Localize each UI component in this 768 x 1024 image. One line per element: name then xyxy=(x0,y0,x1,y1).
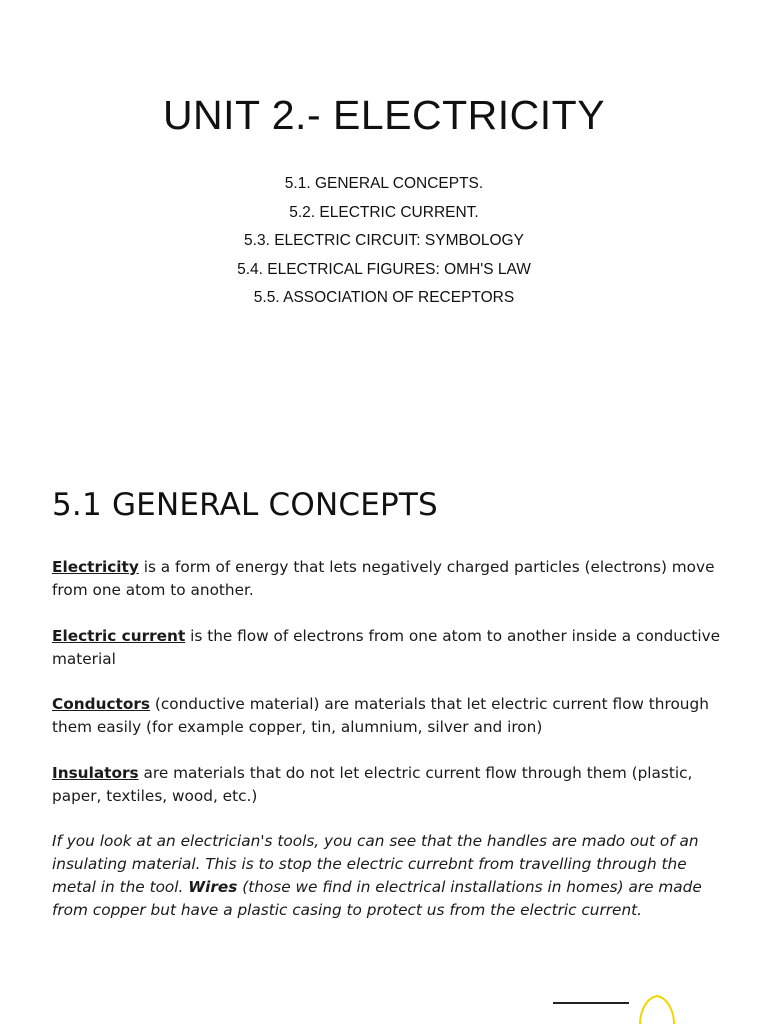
note-term-wires: Wires xyxy=(188,878,238,896)
definition-text: are materials that do not let electric current flow through them (plastic, paper, textiles, wood, etc.) xyxy=(52,764,693,805)
toc-item-5-1: 5.1. GENERAL CONCEPTS. xyxy=(284,175,484,192)
term-conductors: Conductors xyxy=(52,695,151,713)
toc-item-5-3: 5.3. ELECTRIC CIRCUIT: SYMBOLOGY xyxy=(244,232,524,249)
definition-electricity xyxy=(52,556,732,602)
term-electric-current: Electric current xyxy=(52,627,186,645)
section-heading: 5.1 GENERAL CONCEPTS xyxy=(52,487,438,523)
note-text: If you look at an electrician's tools, you can see that the handles are mado out of an insulating material. This is to stop the electric currebnt from travelling through the metal in the tool. xyxy=(52,832,699,896)
term-electricity: Electricity xyxy=(52,558,139,576)
definition-text: is a form of energy that lets negatively charged particles (electrons) move from one atom to another. xyxy=(52,558,715,599)
table-of-contents xyxy=(0,170,768,313)
definition-text: (conductive material) are materials that let electric current flow through them easily (for example copper, tin, alumnium, silver and iron) xyxy=(52,695,709,736)
toc-item-5-5: 5.5. ASSOCIATION OF RECEPTORS xyxy=(253,289,515,306)
unit-title: UNIT 2.- ELECTRICITY xyxy=(162,92,606,138)
decorative-line xyxy=(553,1002,629,1004)
note-text: (those we find in electrical installations in homes) are made from copper but have a plastic casing to protect us from the electric current. xyxy=(52,878,702,919)
term-insulators: Insulators xyxy=(52,764,139,782)
light-bulb-icon xyxy=(636,990,682,1024)
toc-item-5-4: 5.4. ELECTRICAL FIGURES: OMH'S LAW xyxy=(237,260,531,278)
definition-conductors xyxy=(52,693,732,739)
tools-note xyxy=(52,830,732,922)
definition-insulators xyxy=(52,762,732,808)
toc-item-5-2: 5.2. ELECTRIC CURRENT. xyxy=(289,203,479,221)
definition-text: is the flow of electrons from one atom to another inside a conductive material xyxy=(52,627,721,668)
definition-electric-current xyxy=(52,625,732,671)
